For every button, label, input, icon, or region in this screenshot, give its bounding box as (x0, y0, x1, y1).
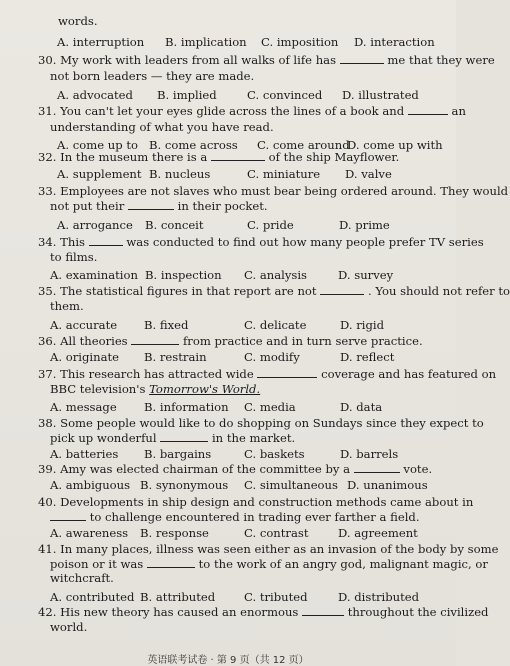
option-c[interactable]: C. imposition (261, 35, 339, 49)
question-31 (38, 104, 466, 118)
question-text (50, 382, 260, 396)
option-b[interactable]: B. fixed (144, 318, 189, 332)
options-row (57, 167, 447, 181)
question-36 (38, 334, 423, 348)
question-text: 42. His new theory has caused an enormous (38, 605, 299, 619)
question-37 (38, 367, 496, 381)
option-d[interactable]: D. unanimous (347, 478, 428, 492)
option-d[interactable]: D. distributed (338, 590, 420, 604)
option-a[interactable]: A. message (50, 400, 117, 414)
question-text: 35. The statistical figures in that report are not (38, 284, 317, 298)
question-34 (38, 235, 484, 249)
option-c[interactable]: C. contrast (244, 526, 309, 540)
option-b[interactable]: B. implied (157, 88, 217, 102)
option-c[interactable]: C. convinced (247, 88, 323, 102)
option-b[interactable]: B. come across (149, 138, 238, 152)
option-d[interactable]: D. valve (345, 167, 392, 181)
option-a[interactable]: A. batteries (50, 447, 119, 461)
question-30 (38, 53, 495, 67)
option-a[interactable]: A. arrogance (57, 218, 133, 232)
question-text: from practice and in turn serve practice. (183, 334, 423, 348)
question-38 (50, 431, 295, 445)
answer-blank[interactable] (160, 431, 208, 442)
option-c[interactable]: C. pride (247, 218, 294, 232)
question-text: 30. My work with leaders from all walks of life has (38, 53, 337, 67)
question-text: 37. This research has attracted wide (38, 367, 254, 381)
option-c[interactable]: C. baskets (244, 447, 305, 461)
option-b[interactable]: B. implication (165, 35, 247, 49)
question-40 (50, 510, 420, 524)
option-a[interactable]: A. awareness (50, 526, 129, 540)
option-b[interactable]: B. nucleus (149, 167, 211, 181)
answer-blank[interactable] (89, 235, 123, 246)
option-b[interactable]: B. attributed (140, 590, 216, 604)
option-c[interactable]: C. delicate (244, 318, 307, 332)
options-row (57, 88, 447, 102)
question-text: vote. (403, 462, 433, 476)
answer-blank[interactable] (211, 150, 265, 161)
option-d[interactable]: D. illustrated (342, 88, 419, 102)
question-text: 31. You can't let your eyes glide across the lines of a book and (38, 104, 405, 118)
option-d[interactable]: D. reflect (340, 350, 395, 364)
option-c[interactable]: C. come around (257, 138, 350, 152)
question-35 (38, 284, 510, 298)
program-title: Tomorrow's World. (149, 382, 261, 396)
option-d[interactable]: D. agreement (338, 526, 418, 540)
question-text: 40. Developments in ship design and construction methods came about in (38, 495, 474, 509)
option-b[interactable]: B. inspection (145, 268, 222, 282)
question-text: 36. All theories (38, 334, 128, 348)
option-a[interactable]: A. advocated (57, 88, 133, 102)
options-row (50, 400, 440, 414)
question-text: 39. Amy was elected chairman of the committee by a (38, 462, 351, 476)
answer-blank[interactable] (408, 104, 448, 115)
question-39 (38, 462, 432, 476)
answer-blank[interactable] (147, 557, 195, 568)
question-text: 41. In many places, illness was seen either as an invasion of the body by some (38, 542, 499, 556)
options-row (50, 590, 450, 604)
option-d[interactable]: D. data (340, 400, 383, 414)
question-text: to the work of an angry god, malignant magic, or (198, 557, 488, 571)
options-row (50, 318, 440, 332)
question-42 (38, 605, 488, 619)
option-c[interactable]: C. tributed (244, 590, 308, 604)
option-b[interactable]: B. restrain (144, 350, 207, 364)
option-a[interactable]: A. accurate (50, 318, 118, 332)
option-b[interactable]: B. bargains (144, 447, 212, 461)
question-text: to films. (50, 250, 98, 264)
option-a[interactable]: A. interruption (57, 35, 145, 49)
question-text: me that they were (387, 53, 495, 67)
option-a[interactable]: A. ambiguous (50, 478, 131, 492)
question-text: understanding of what you have read. (50, 120, 274, 134)
question-text: not put their (50, 199, 125, 213)
question-32 (38, 150, 399, 164)
option-d[interactable]: D. prime (339, 218, 390, 232)
options-row (50, 478, 450, 492)
option-b[interactable]: B. synonymous (140, 478, 229, 492)
option-c[interactable]: C. modify (244, 350, 300, 364)
option-d[interactable]: D. rigid (340, 318, 385, 332)
question-text: words. (58, 14, 98, 28)
question-text: world. (50, 620, 88, 634)
question-text: 38. Some people would like to do shopping on Sundays since they expect to (38, 416, 484, 430)
options-row (50, 268, 440, 282)
answer-blank[interactable] (257, 367, 317, 378)
answer-blank[interactable] (131, 334, 179, 345)
question-text: of the ship Mayflower. (268, 150, 400, 164)
question-text: pick up wonderful (50, 431, 157, 445)
options-row (50, 447, 440, 461)
question-text: throughout the civilized (347, 605, 489, 619)
question-text: witchcraft. (50, 571, 114, 585)
option-a[interactable]: A. examination (50, 268, 138, 282)
question-text: in their pocket. (177, 199, 268, 213)
options-row (50, 350, 440, 364)
option-a[interactable]: A. contributed (50, 590, 135, 604)
option-d[interactable]: D. interaction (354, 35, 435, 49)
question-text: in the market. (211, 431, 296, 445)
question-text: them. (50, 299, 84, 313)
option-c[interactable]: C. miniature (247, 167, 321, 181)
option-a[interactable]: A. originate (50, 350, 120, 364)
question-text: an (451, 104, 466, 118)
option-d[interactable]: D. come up with (347, 138, 443, 152)
option-a[interactable]: A. supplement (57, 167, 142, 181)
option-b[interactable]: B. information (144, 400, 229, 414)
question-text: coverage and has featured on (321, 367, 497, 381)
option-c[interactable]: C. simultaneous (244, 478, 338, 492)
question-text: . You should not refer to (367, 284, 510, 298)
answer-blank[interactable] (128, 199, 174, 210)
answer-blank[interactable] (50, 510, 86, 521)
option-b[interactable]: B. conceit (145, 218, 204, 232)
question-text: 34. This (38, 235, 85, 249)
question-text: poison or it was (50, 557, 144, 571)
options-row (57, 35, 447, 49)
answer-blank[interactable] (302, 605, 344, 616)
option-d[interactable]: D. barrels (340, 447, 399, 461)
question-text: to challenge encountered in trading ever farther a field. (89, 510, 420, 524)
question-33 (50, 199, 268, 213)
answer-blank[interactable] (340, 53, 384, 64)
option-d[interactable]: D. survey (338, 268, 394, 282)
option-b[interactable]: B. response (140, 526, 209, 540)
options-row (50, 526, 450, 540)
question-text: 32. In the museum there is a (38, 150, 208, 164)
page-footer: 英语联考试卷 · 第 9 页（共 12 页） (147, 655, 309, 666)
question-text: not born leaders — they are made. (50, 69, 255, 83)
question-41 (50, 557, 488, 571)
option-c[interactable]: C. media (244, 400, 296, 414)
options-row (57, 218, 447, 232)
option-a[interactable]: A. come up to (57, 138, 138, 152)
question-text: BBC television's (50, 382, 146, 396)
question-text: was conducted to find out how many people prefer TV series (126, 235, 484, 249)
question-text: 33. Employees are not slaves who must bear being ordered around. They would (38, 184, 509, 198)
answer-blank[interactable] (320, 284, 364, 295)
option-c[interactable]: C. analysis (244, 268, 307, 282)
answer-blank[interactable] (354, 462, 400, 473)
